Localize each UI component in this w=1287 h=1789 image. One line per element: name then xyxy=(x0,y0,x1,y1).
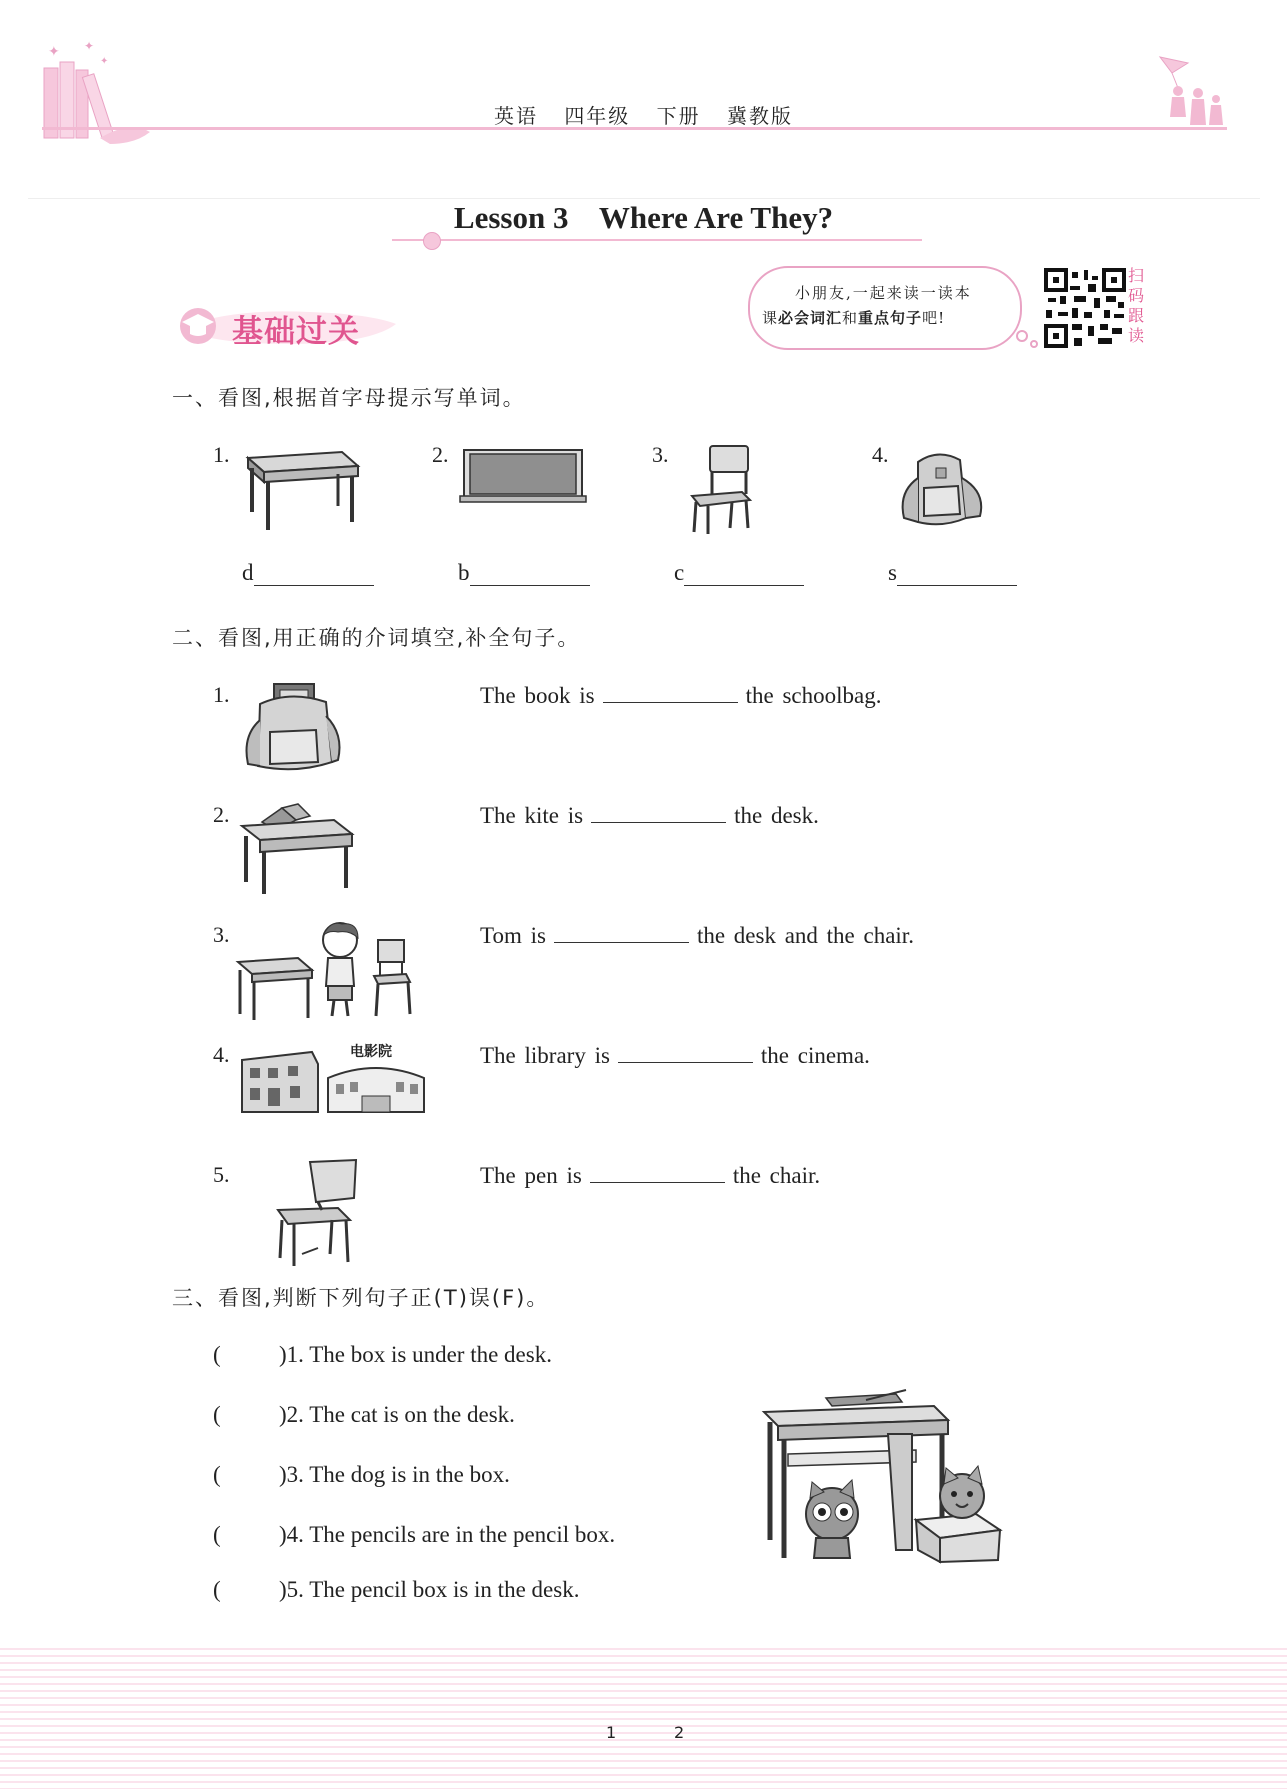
desk-icon xyxy=(242,446,360,534)
part3-answer-2[interactable]: ( xyxy=(213,1402,221,1427)
pen-under-chair-icon xyxy=(272,1158,362,1268)
svg-text:✦: ✦ xyxy=(48,44,60,60)
bubble-text-line1: 小朋友,一起来读一读本 xyxy=(795,284,972,302)
part1-answer-2[interactable]: b xyxy=(458,560,590,586)
part2-blank-5[interactable] xyxy=(590,1162,725,1183)
library-and-cinema-icon xyxy=(238,1038,428,1118)
title-underline xyxy=(392,239,922,241)
part2-sentence-1: The book is the schoolbag. xyxy=(480,683,882,708)
part2-num-5: 5. xyxy=(213,1162,230,1187)
part2-sentence-2: The kite is the desk. xyxy=(480,803,819,828)
part2-num-2: 2. xyxy=(213,802,230,827)
part1-answer-3[interactable]: c xyxy=(674,560,804,586)
svg-text:✦: ✦ xyxy=(84,39,95,53)
part3-item-3: ( )3. The dog is in the box. xyxy=(213,1462,510,1487)
title-dot xyxy=(423,232,441,250)
header-grade: 四年级 xyxy=(564,104,631,128)
schoolbag-icon xyxy=(894,448,990,534)
blackboard-icon xyxy=(460,446,586,506)
part2-sentence-4: The library is the cinema. xyxy=(480,1043,870,1068)
chair-icon xyxy=(686,444,756,536)
qr-label: 扫码跟读 xyxy=(1128,266,1145,345)
part1-num-1: 1. xyxy=(213,442,230,467)
cinema-sign: 电影院 xyxy=(350,1044,392,1060)
header-volume: 下册 xyxy=(656,104,701,128)
desk-cat-dog-box-illustration xyxy=(756,1390,1028,1562)
part1-title: 一、看图,根据首字母提示写单词。 xyxy=(172,386,526,410)
page-number-right: 2 xyxy=(674,1723,685,1742)
part3-item-2: ( )2. The cat is on the desk. xyxy=(213,1402,515,1427)
section-label: 基础过关 xyxy=(232,314,360,350)
part2-num-3: 3. xyxy=(213,922,230,947)
footer-band xyxy=(0,1648,1287,1789)
part2-title: 二、看图,用正确的介词填空,补全句子。 xyxy=(172,626,581,650)
header-separator xyxy=(28,198,1260,199)
part3-item-1: ( )1. The box is under the desk. xyxy=(213,1342,552,1367)
svg-text:✦: ✦ xyxy=(100,56,109,67)
boy-between-desk-chair-icon xyxy=(234,920,420,1024)
bubble-tail xyxy=(1016,330,1046,352)
part3-answer-5[interactable]: ( xyxy=(213,1577,221,1602)
bubble-text-line2: 课必会词汇和重点句子吧! xyxy=(762,309,946,327)
header-logo-books xyxy=(40,40,160,150)
part2-blank-1[interactable] xyxy=(603,682,738,703)
header-edition: 冀教版 xyxy=(727,104,794,128)
part3-item-4: ( )4. The pencils are in the pencil box. xyxy=(213,1522,616,1547)
book-in-schoolbag-icon xyxy=(240,680,344,776)
part3-answer-3[interactable]: ( xyxy=(213,1462,221,1487)
part1-num-2: 2. xyxy=(432,442,449,467)
part3-answer-4[interactable]: ( xyxy=(213,1522,221,1547)
part3-answer-1[interactable]: ( xyxy=(213,1342,221,1367)
header-subject: 英语 xyxy=(493,104,538,128)
part2-blank-3[interactable] xyxy=(554,922,689,943)
part1-answer-1[interactable]: d xyxy=(242,560,374,586)
kite-on-desk-icon xyxy=(238,800,354,896)
part2-sentence-3: Tom is the desk and the chair. xyxy=(480,923,914,948)
part3-item-5: ( )5. The pencil box is in the desk. xyxy=(213,1577,580,1602)
part2-blank-4[interactable] xyxy=(618,1042,753,1063)
book-header xyxy=(0,100,1287,129)
part2-sentence-5: The pen is the chair. xyxy=(480,1163,821,1188)
part2-num-1: 1. xyxy=(213,682,230,707)
lesson-title: Lesson 3 Where Are They? xyxy=(453,200,834,235)
part1-num-4: 4. xyxy=(872,442,889,467)
part2-num-4: 4. xyxy=(213,1042,230,1067)
page-number-left: 1 xyxy=(606,1723,617,1742)
qr-code[interactable] xyxy=(1044,268,1126,348)
part1-answer-4[interactable]: s xyxy=(888,560,1017,586)
part2-blank-2[interactable] xyxy=(591,802,726,823)
part1-num-3: 3. xyxy=(652,442,669,467)
part3-title: 三、看图,判断下列句子正(T)误(F)。 xyxy=(172,1286,550,1310)
